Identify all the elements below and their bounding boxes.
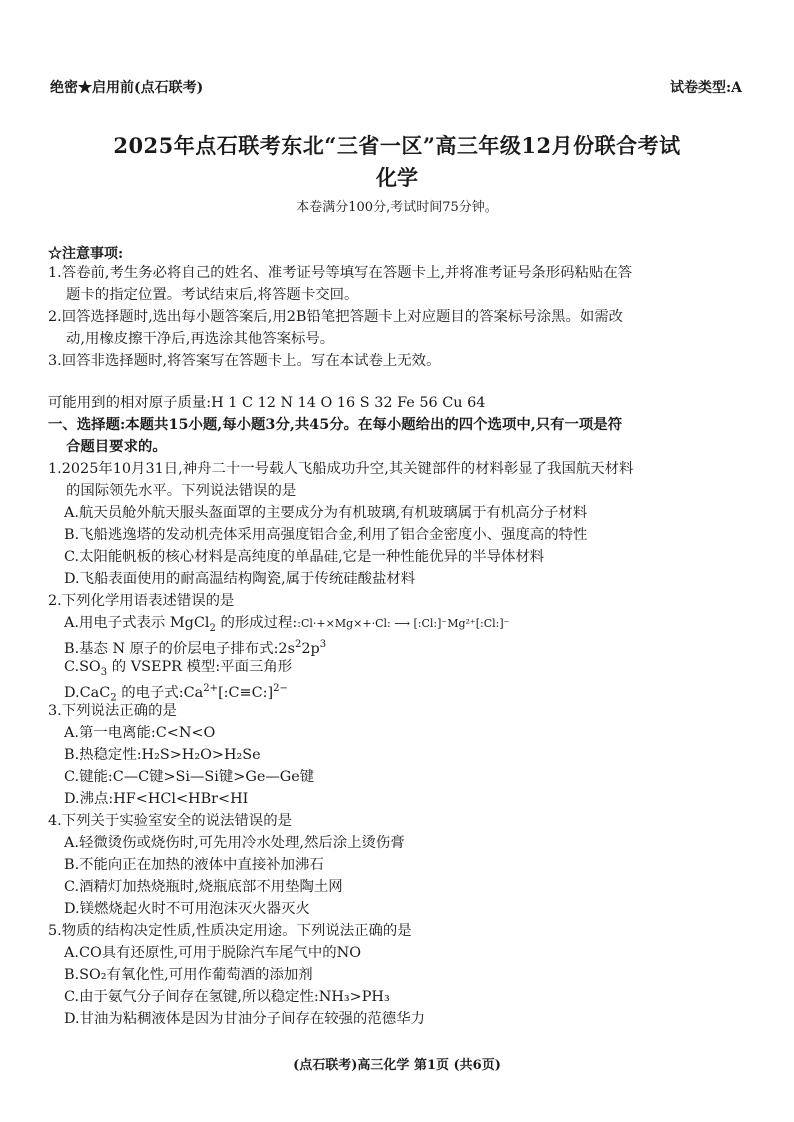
q2-stem: 2.下列化学用语表述错误的是 <box>48 593 235 609</box>
q5-option-d: D.甘油为粘稠液体是因为甘油分子间存在较强的范德华力 <box>64 1011 425 1027</box>
q1-option-d: D.飞船表面使用的耐高温结构陶瓷,属于传统硅酸盐材料 <box>64 571 416 587</box>
secret-label: 绝密★启用前(点石联考) <box>50 80 204 96</box>
q2-b-sup1: 2 <box>294 639 302 650</box>
note-3: 3.回答非选择题时,将答案写在答题卡上。写在本试卷上无效。 <box>48 353 441 369</box>
q3-stem: 3.下列说法正确的是 <box>48 703 177 719</box>
q2-b-text: B.基态 N 原子的价层电子排布式:2s <box>64 640 295 657</box>
page-footer: (点石联考)高三化学 第1页 (共6页) <box>293 1058 501 1073</box>
q2-d-sup: 2+ <box>203 683 219 694</box>
q4-option-d: D.镁燃烧起火时不可用泡沫灭火器灭火 <box>64 901 310 917</box>
q2-d-sup2: 2− <box>273 683 288 694</box>
atomic-mass: 可能用到的相对原子质量:H 1 C 12 N 14 O 16 S 32 Fe 56 Cu 64 <box>48 395 486 411</box>
q2-c-text: C.SO <box>64 659 101 675</box>
q5-option-a: A.CO具有还原性,可用于脱除汽车尾气中的NO <box>64 945 361 961</box>
q2-b-sup2: 3 <box>319 639 327 650</box>
q2-a-formula: :Cl·+×Mg×+·Cl: ⟶ [:Cl:]⁻Mg²⁺[:Cl:]⁻ <box>297 617 510 630</box>
q3-option-c: C.键能:C—C键>Si—Si键>Ge—Ge键 <box>64 769 315 785</box>
q2-d-text2: 的电子式:Ca <box>116 684 204 701</box>
exam-title: 2025年点石联考东北“三省一区”高三年级12月份联合考试 <box>113 133 681 158</box>
note-2-cont: 动,用橡皮擦干净后,再选涂其他答案标号。 <box>66 331 335 347</box>
q5-option-c: C.由于氨气分子间存在氢键,所以稳定性:NH₃>PH₃ <box>64 989 390 1005</box>
q1-stem: 1.2025年10月31日,神舟二十一号载人飞船成功升空,其关键部件的材料彰显了我国航天材料 <box>48 461 634 477</box>
q3-option-b: B.热稳定性:H₂S>H₂O>H₂Se <box>64 747 261 763</box>
q1-option-b: B.飞船逃逸塔的发动机壳体采用高强度铝合金,利用了铝合金密度小、强度高的特性 <box>64 527 588 543</box>
score-info: 本卷满分100分,考试时间75分钟。 <box>296 200 498 215</box>
q1-option-c: C.太阳能帆板的核心材料是高纯度的单晶硅,它是一种性能优异的半导体材料 <box>64 549 545 565</box>
q2-a-text: A.用电子式表示 MgCl <box>64 615 210 631</box>
q2-d-text3: [:C≡C:] <box>218 684 274 701</box>
note-1: 1.答卷前,考生务必将自己的姓名、准考证号等填写在答题卡上,并将准考证号条形码粘贴在答 <box>48 265 633 281</box>
q2-d-text: D.CaC <box>64 684 111 701</box>
q2-c-sub: 3 <box>100 666 108 678</box>
note-1-cont: 题卡的指定位置。考试结束后,将答题卡交回。 <box>66 287 359 303</box>
paper-type-label: 试卷类型:A <box>669 80 742 96</box>
q5-option-b: B.SO₂有氧化性,可用作葡萄酒的添加剂 <box>64 967 313 983</box>
notes-heading: ☆注意事项: <box>48 246 124 262</box>
q4-option-a: A.轻微烫伤或烧伤时,可先用冷水处理,然后涂上烫伤膏 <box>64 835 405 851</box>
q2-a-text2: 的形成过程: <box>215 615 298 631</box>
q2-b-mid: 2p <box>301 640 320 657</box>
q3-option-a: A.第一电离能:C<N<O <box>64 725 216 741</box>
q2-d-sub: 2 <box>110 692 117 704</box>
q4-option-c: C.酒精灯加热烧瓶时,烧瓶底部不用垫陶土网 <box>64 879 343 895</box>
section-heading: 一、选择题:本题共15小题,每小题3分,共45分。在每小题给出的四个选项中,只有一项是符 <box>48 416 623 433</box>
q4-option-b: B.不能向正在加热的液体中直接补加沸石 <box>64 857 324 873</box>
q4-stem: 4.下列关于实验室安全的说法错误的是 <box>48 813 292 829</box>
q1-option-a: A.航天员舱外航天服头盔面罩的主要成分为有机玻璃,有机玻璃属于有机高分子材料 <box>64 505 588 521</box>
q3-option-d: D.沸点:HF<HCl<HBr<HI <box>64 791 249 807</box>
top-bar <box>50 77 742 97</box>
subject-title: 化学 <box>376 165 418 190</box>
q1-stem-cont: 的国际领先水平。下列说法错误的是 <box>66 483 297 499</box>
q2-c-text2: 的 VSEPR 模型:平面三角形 <box>107 659 293 675</box>
note-2: 2.回答选择题时,选出每小题答案后,用2B铅笔把答题卡上对应题目的答案标号涂黑。如需改 <box>48 309 624 325</box>
q2-a-sub: 2 <box>209 622 216 634</box>
q5-stem: 5.物质的结构决定性质,性质决定用途。下列说法正确的是 <box>48 923 412 939</box>
section-heading-cont: 合题目要求的。 <box>66 438 167 455</box>
